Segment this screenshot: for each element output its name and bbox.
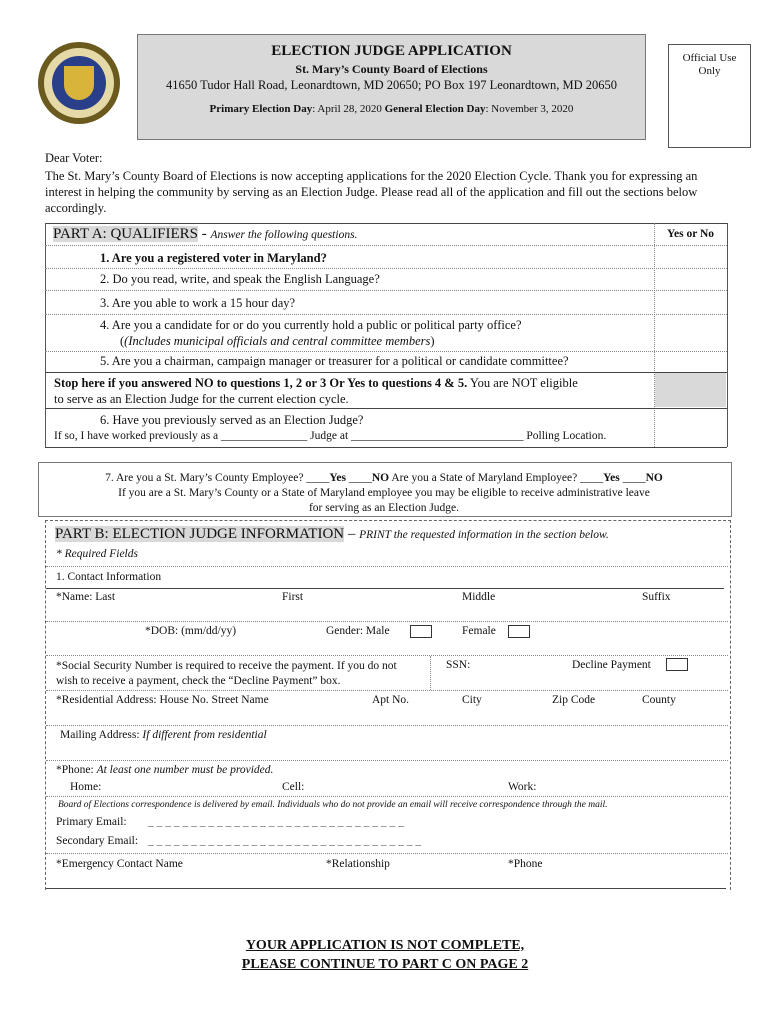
secondary-email-label: Secondary Email: bbox=[56, 835, 139, 847]
question-5: 5. Are you a chairman, campaign manager or treasurer for a political or candidate committee? bbox=[100, 354, 569, 368]
middle-name-label: Middle bbox=[462, 591, 496, 603]
emergency-contact-label: *Emergency Contact Name bbox=[56, 858, 183, 870]
required-note: * Required Fields bbox=[56, 548, 138, 560]
ssn-label: SSN: bbox=[446, 659, 471, 671]
question-1: 1. Are you a registered voter in Maryland? bbox=[100, 251, 327, 265]
emergency-phone-label: *Phone bbox=[508, 858, 543, 870]
primary-email-field[interactable]: _ _ _ _ _ _ _ _ _ _ _ _ _ _ _ _ _ _ _ _ _ _ _ _ _ _ _ _ _ _ bbox=[148, 816, 404, 828]
secondary-email-field[interactable]: _ _ _ _ _ _ _ _ _ _ _ _ _ _ _ _ _ _ _ _ _ _ _ _ _ _ _ _ _ _ _ _ bbox=[148, 835, 422, 847]
board-address: 41650 Tudor Hall Road, Leonardtown, MD 20650; PO Box 197 Leonardtown, MD 20650 bbox=[165, 78, 618, 92]
footer-notice: YOUR APPLICATION IS NOT COMPLETE, bbox=[245, 938, 525, 953]
question-4-note: ((Includes municipal officials and central committee members) bbox=[120, 334, 435, 348]
part-b-title: PART B: ELECTION JUDGE INFORMATION – PRINT the requested information in the section below. bbox=[55, 526, 609, 542]
cell-phone-label: Cell: bbox=[282, 781, 305, 793]
email-note: Board of Elections correspondence is delivered by email. Individuals who do not provide an email will receive correspondence through the mail. bbox=[58, 800, 608, 810]
question-4: 4. Are you a candidate for or do you currently hold a public or political party office? bbox=[100, 318, 522, 332]
yes-no-header: Yes or No bbox=[667, 228, 715, 240]
intro-paragraph: The St. Mary’s County Board of Elections is now accepting applications for the 2020 Election Cycle. Thank you for expressing an interest in helping the community by serving as an Election Judge. Please read all of the application and fill out the sections below accordingly. bbox=[45, 169, 698, 215]
stop-notice: Stop here if you answered NO to questions 1, 2 or 3 Or Yes to questions 4 & 5. You are NOT eligible bbox=[54, 376, 578, 390]
decline-payment-checkbox[interactable] bbox=[666, 658, 688, 671]
stop-notice-line2: to serve as an Election Judge for the current election cycle. bbox=[54, 392, 349, 406]
dob-label: *DOB: (mm/dd/yy) bbox=[145, 625, 237, 637]
gender-female-label: Female bbox=[462, 625, 496, 637]
relationship-label: *Relationship bbox=[326, 858, 390, 870]
suffix-label: Suffix bbox=[642, 591, 671, 603]
election-dates: Primary Election Day: April 28, 2020 General Election Day: November 3, 2020 bbox=[209, 103, 574, 115]
question-6: 6. Have you previously served as an Election Judge? bbox=[100, 413, 364, 427]
footer-continue: PLEASE CONTINUE TO PART C ON PAGE 2 bbox=[241, 957, 529, 972]
official-use-box: Official Use Only bbox=[668, 44, 751, 148]
question-7: 7. Are you a St. Mary’s County Employee? ____Yes ____NO Are you a State of Maryland Employee? ____Yes ____NO bbox=[105, 472, 663, 484]
decline-payment-label: Decline Payment bbox=[572, 659, 651, 671]
gender-male-label: Gender: Male bbox=[326, 625, 390, 637]
ssn-note: *Social Security Number is required to receive the payment. If you do not wish to receive a payment, check the “Decline Payment” box. bbox=[56, 660, 397, 687]
work-phone-label: Work: bbox=[508, 781, 537, 793]
page-title: ELECTION JUDGE APPLICATION bbox=[271, 43, 512, 59]
contact-info-label: 1. Contact Information bbox=[56, 571, 162, 583]
question-2: 2. Do you read, write, and speak the English Language? bbox=[100, 272, 380, 286]
zip-label: Zip Code bbox=[552, 694, 596, 706]
header-box bbox=[137, 34, 646, 140]
male-checkbox[interactable] bbox=[410, 625, 432, 638]
county-label: County bbox=[642, 694, 676, 706]
name-last-label: *Name: Last bbox=[56, 591, 116, 603]
first-name-label: First bbox=[282, 591, 304, 603]
primary-email-label: Primary Email: bbox=[56, 816, 127, 828]
home-phone-label: Home: bbox=[70, 781, 102, 793]
female-checkbox[interactable] bbox=[508, 625, 530, 638]
question-7-note-2: for serving as an Election Judge. bbox=[308, 502, 460, 514]
city-label: City bbox=[462, 694, 482, 706]
mailing-address-label: Mailing Address: If different from residential bbox=[60, 729, 267, 741]
residential-address-label: *Residential Address: House No. Street Name bbox=[56, 694, 269, 706]
apt-label: Apt No. bbox=[372, 694, 410, 706]
part-a-title: PART A: QUALIFIERS - Answer the following questions. bbox=[53, 226, 358, 242]
greeting: Dear Voter: bbox=[45, 151, 103, 165]
question-3: 3. Are you able to work a 15 hour day? bbox=[100, 296, 296, 310]
question-6-detail: If so, I have worked previously as a _______________ Judge at ______________________________ Polling Location. bbox=[54, 430, 607, 442]
board-name: St. Mary’s County Board of Elections bbox=[295, 62, 488, 76]
phone-label: *Phone: At least one number must be provided. bbox=[56, 764, 274, 776]
county-seal-logo bbox=[38, 42, 120, 124]
answer-shaded-cell bbox=[655, 372, 726, 407]
question-7-note: If you are a St. Mary’s County or a State of Maryland employee you may be eligible to receive administrative leave bbox=[118, 487, 650, 499]
